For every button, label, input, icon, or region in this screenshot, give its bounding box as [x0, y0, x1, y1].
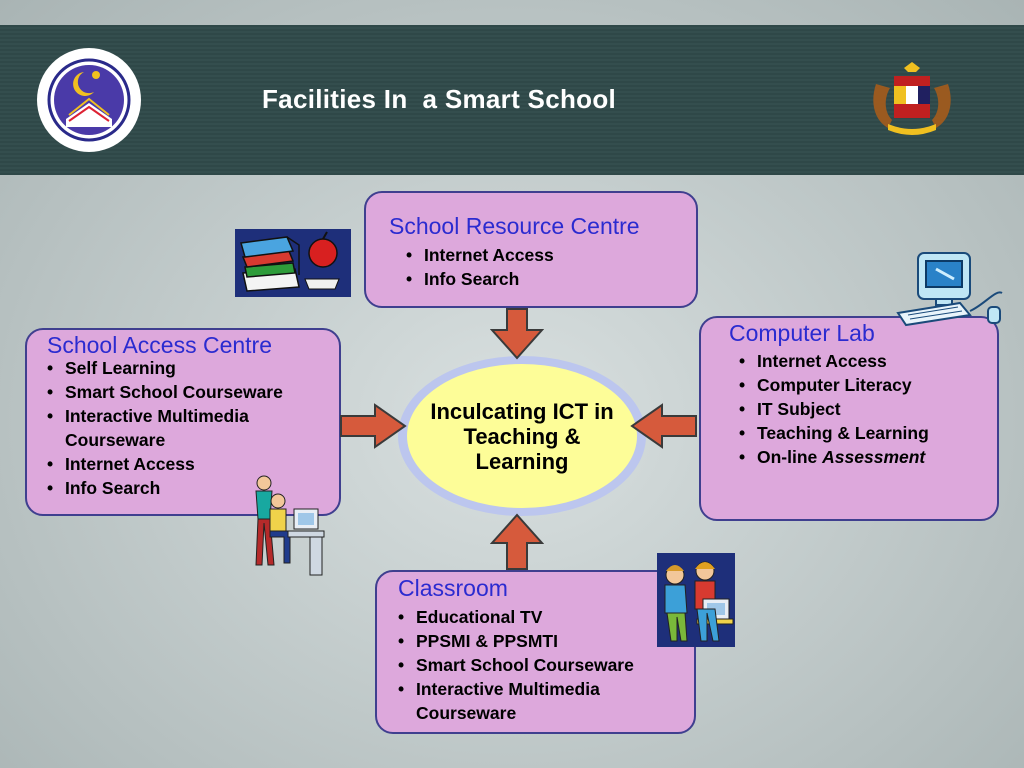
- slide-title: Facilities In a Smart School: [262, 84, 617, 114]
- arrow-down-icon: [490, 308, 544, 360]
- list-item: • Smart School Courseware: [47, 380, 283, 404]
- arrow-left-icon: [630, 403, 698, 449]
- bullet-list: [739, 349, 929, 469]
- list-item-emphasis: Assessment: [822, 447, 926, 467]
- arrow-up-icon: [490, 513, 544, 571]
- list-item: • Computer Literacy: [739, 373, 929, 397]
- computer-icon: [896, 245, 1008, 329]
- list-item: [739, 445, 929, 469]
- students-computer-icon: [236, 475, 326, 579]
- kids-computer-icon: [657, 553, 735, 647]
- books-apple-icon: [235, 229, 351, 297]
- list-item-prefix: On-line: [757, 447, 823, 467]
- classroom-box: [375, 570, 696, 734]
- center-text: Inculcating ICT in Teaching & Learning: [430, 398, 614, 474]
- school-resource-centre-box: [364, 191, 698, 308]
- list-item: • Smart School Courseware: [398, 653, 634, 677]
- list-item: • Internet Access: [47, 452, 283, 476]
- list-item: • Internet Access: [739, 349, 929, 373]
- list-item: • Interactive Multimedia: [398, 677, 634, 701]
- list-item: Courseware: [416, 703, 517, 723]
- list-item: • Educational TV: [398, 605, 634, 629]
- box-title: Computer Lab: [729, 320, 875, 346]
- bullet-list: [406, 243, 554, 291]
- bullet-list: [398, 605, 634, 725]
- list-item: • Interactive Multimedia: [47, 404, 283, 428]
- box-title: School Resource Centre: [389, 213, 640, 239]
- ministry-logo: [36, 47, 142, 153]
- list-item: • Info Search: [47, 476, 283, 500]
- list-item: • Internet Access: [406, 243, 554, 267]
- box-title: Classroom: [398, 575, 508, 601]
- list-item: • Teaching & Learning: [739, 421, 929, 445]
- box-title: School Access Centre: [47, 332, 273, 358]
- computer-lab-box: [699, 316, 999, 521]
- list-item: • Info Search: [406, 267, 554, 291]
- list-item: • Self Learning: [47, 356, 283, 380]
- list-item: Courseware: [65, 430, 166, 450]
- coat-of-arms-icon: [866, 62, 958, 138]
- list-item: • PPSMI & PPSMTI: [398, 629, 634, 653]
- center-ellipse: [407, 364, 637, 508]
- arrow-right-icon: [339, 403, 407, 449]
- list-item: • IT Subject: [739, 397, 929, 421]
